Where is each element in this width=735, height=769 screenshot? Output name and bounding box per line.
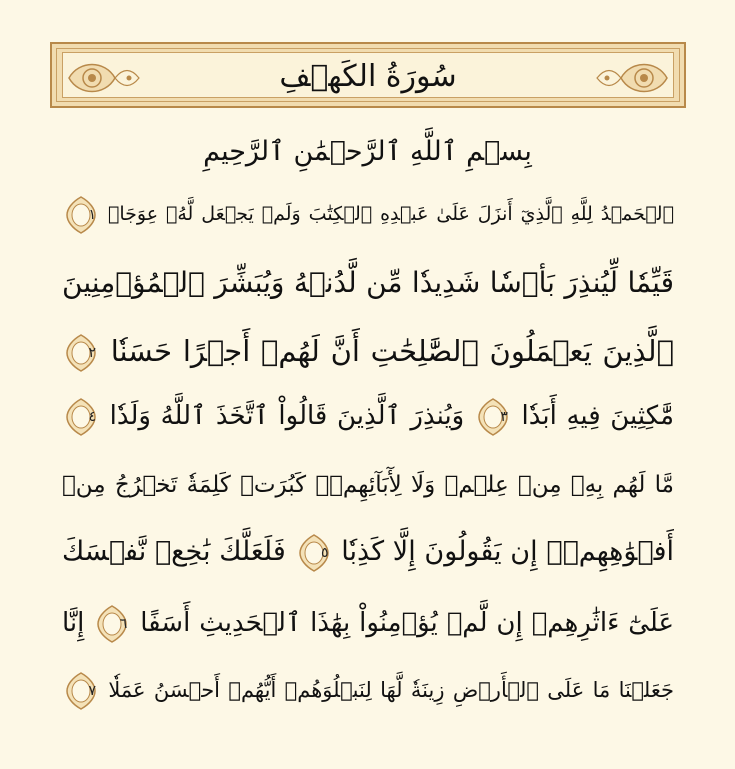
ayah-marker [66, 398, 96, 436]
verse-text: ٱلۡحَمۡدُ لِلَّهِ ٱلَّذِيٓ أَنزَلَ عَلَىٰ عَبۡدِهِ ٱلۡكِتَٰبَ وَلَمۡ يَجۡعَل لَّهُۥ عِوَجَاۜ [107, 203, 674, 225]
verse-text: وَيُنذِرَ ٱلَّذِينَ قَالُواْ ٱتَّخَذَ ٱللَّهُ وَلَدٗا [109, 401, 465, 431]
verse-line [62, 455, 674, 515]
ayah-number: ٤ [88, 408, 96, 425]
ayah-marker [97, 605, 127, 643]
floral-ornament-icon [593, 56, 671, 100]
verse-text: مَّا لَهُم بِهِۦ مِنۡ عِلۡمٖ وَلَا لِأٓبَآئِهِمۡۚ كَبُرَتۡ كَلِمَةٗ تَخۡرُجُ مِنۡ [62, 472, 674, 498]
verse-line [62, 522, 674, 582]
basmala: بِسۡمِ ٱللَّهِ ٱلرَّحۡمَٰنِ ٱلرَّحِيمِ [203, 136, 532, 167]
ayah-number: ٦ [119, 615, 128, 632]
ayah-marker [478, 398, 508, 436]
ayah-marker [66, 672, 96, 710]
verse-text: قَيِّمٗا لِّيُنذِرَ بَأۡسٗا شَدِيدٗا مِّن لَّدُنۡهُ وَيُبَشِّرَ ٱلۡمُؤۡمِنِينَ [62, 266, 674, 299]
ayah-marker [299, 534, 329, 572]
verse-line [62, 253, 674, 313]
ayah-number: ٥ [321, 544, 329, 561]
verse-line [62, 660, 674, 720]
verse-line [62, 386, 674, 446]
surah-header-inner [62, 52, 674, 98]
verse-text: مَّٰكِثِينَ فِيهِ أَبَدٗا [521, 401, 674, 431]
verse-text: إِنَّا [62, 608, 85, 638]
verse-line [62, 321, 674, 381]
floral-ornament-icon [65, 56, 143, 100]
verse-line [62, 593, 674, 653]
verse-text: ٱلَّذِينَ يَعۡمَلُونَ ٱلصَّٰلِحَٰتِ أَنَّ لَهُمۡ أَجۡرًا حَسَنٗا [110, 334, 674, 368]
ayah-marker [66, 334, 96, 372]
verse-text: جَعَلۡنَا مَا عَلَى ٱلۡأَرۡضِ زِينَةٗ لَّهَا لِنَبۡلُوَهُمۡ أَيُّهُمۡ أَحۡسَنُ عَمَلٗا [108, 678, 674, 702]
verse-text: عَلَىٰٓ ءَاثَٰرِهِمۡ إِن لَّمۡ يُؤۡمِنُواْ بِهَٰذَا ٱلۡحَدِيثِ أَسَفًا [140, 608, 674, 638]
surah-header [50, 42, 686, 108]
ayah-number: ٢ [88, 345, 96, 361]
ayah-number: ١ [88, 206, 96, 223]
verse-text: أَفۡوَٰهِهِمۡۚ إِن يَقُولُونَ إِلَّا كَذِبٗا [341, 536, 674, 567]
ayah-marker [66, 196, 96, 234]
surah-title: سُورَةُ الكَهۡفِ [279, 59, 457, 94]
ayah-number: ٣ [500, 408, 508, 425]
verse-line [62, 184, 674, 244]
verse-text: فَلَعَلَّكَ بَٰخِعٞ نَّفۡسَكَ [62, 536, 286, 567]
ayah-number: ٧ [88, 683, 96, 699]
